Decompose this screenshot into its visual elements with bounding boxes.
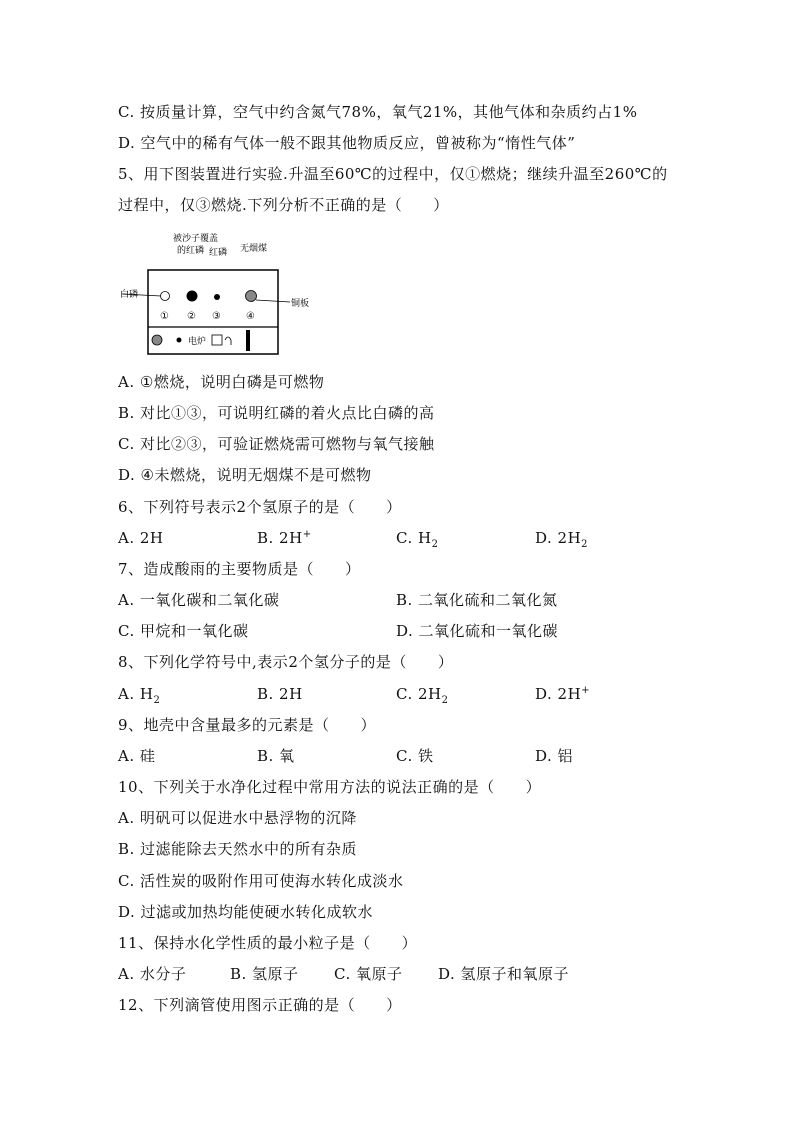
q8-option-b-text: B. 2H <box>257 685 303 703</box>
combustion-apparatus-diagram <box>118 232 318 357</box>
q6-option-b-text: B. 2H <box>257 529 303 547</box>
q6-option-c <box>396 528 438 548</box>
q8-option-c <box>396 684 448 704</box>
q5-option-a: A. ①燃烧，说明白磷是可燃物 <box>118 373 325 391</box>
q6-option-d-sub: 2 <box>581 539 589 550</box>
q11-option-d: D. 氢原子和氧原子 <box>438 965 570 983</box>
q7-option-a: A. 一氧化碳和二氧化碳 <box>118 591 280 609</box>
q4-option-c: C. 按质量计算，空气中约含氮气78%，氧气21%，其他气体和杂质约占1% <box>118 103 638 121</box>
label-covered-line2: 的红磷 <box>177 246 205 256</box>
q8-option-a-sub: 2 <box>153 695 161 706</box>
label-anthracite: 无烟煤 <box>240 244 268 254</box>
q6-option-a-text: A. 2H <box>118 529 164 547</box>
label-white-phosphorus: 白磷 <box>120 290 139 300</box>
q8-option-c-sub: 2 <box>441 695 449 706</box>
q7-stem: 7、造成酸雨的主要物质是（ ） <box>118 560 361 578</box>
q8-option-d-text: D. 2H <box>535 685 582 703</box>
label-red-phosphorus: 红磷 <box>209 248 228 258</box>
q12-stem: 12、下列滴管使用图示正确的是（ ） <box>118 996 402 1014</box>
q4-option-d: D. 空气中的稀有气体一般不跟其他物质反应，曾被称为“惰性气体” <box>118 134 576 152</box>
covered-red-phosphorus <box>187 291 198 302</box>
label-num-1: ① <box>160 311 169 322</box>
q6-option-b <box>257 528 312 548</box>
q5-stem-line2: 过程中，仅③燃烧.下列分析不正确的是（ ） <box>118 196 449 214</box>
q6-option-b-sup: + <box>302 529 312 540</box>
q5-option-c: C. 对比②③，可验证燃烧需可燃物与氧气接触 <box>118 435 435 453</box>
stove-switch <box>212 335 222 345</box>
label-num-2: ② <box>187 311 196 322</box>
q7-option-d: D. 二氧化硫和一氧化碳 <box>396 622 559 640</box>
q5-option-b: B. 对比①③，可说明红磷的着火点比白磷的高 <box>118 404 435 422</box>
q6-option-d <box>535 528 588 548</box>
white-phosphorus <box>161 292 170 301</box>
q6-stem: 6、下列符号表示2个氢原子的是（ ） <box>118 498 402 516</box>
q5-stem-line1: 5、用下图装置进行实验.升温至60℃的过程中，仅①燃烧；继续升温至260℃的 <box>118 165 668 183</box>
q8-option-d-sup: + <box>581 685 591 696</box>
q7-option-c: C. 甲烷和一氧化碳 <box>118 622 249 640</box>
q6-option-c-text: C. H <box>396 529 432 547</box>
q11-stem: 11、保持水化学性质的最小粒子是（ ） <box>118 934 418 952</box>
q9-option-c: C. 铁 <box>396 747 434 765</box>
q8-option-a-text: A. H <box>118 685 154 703</box>
q6-option-a <box>118 528 164 548</box>
q11-option-b: B. 氢原子 <box>230 965 299 983</box>
q10-option-c: C. 活性炭的吸附作用可使海水转化成淡水 <box>118 872 404 890</box>
q10-option-a: A. 明矾可以促进水中悬浮物的沉降 <box>118 809 357 827</box>
label-num-3: ③ <box>212 311 221 322</box>
q10-option-d: D. 过滤或加热均能使硬水转化成软水 <box>118 903 374 921</box>
q8-option-c-text: C. 2H <box>396 685 442 703</box>
q10-option-b: B. 过滤能除去天然水中的所有杂质 <box>118 840 358 858</box>
q8-stem: 8、下列化学符号中,表示2个氢分子的是（ ） <box>118 653 454 671</box>
q9-option-d: D. 铝 <box>535 747 574 765</box>
stove-knob <box>152 335 162 345</box>
q8-option-d <box>535 684 590 704</box>
label-electric-stove: 电炉 <box>188 337 207 347</box>
stove-handle <box>246 330 250 351</box>
stove-indicator <box>177 338 182 343</box>
q10-stem: 10、下列关于水净化过程中常用方法的说法正确的是（ ） <box>118 778 542 796</box>
q11-option-a: A. 水分子 <box>118 965 187 983</box>
label-num-4: ④ <box>246 311 255 322</box>
q5-option-d: D. ④未燃烧，说明无烟煤不是可燃物 <box>118 466 372 484</box>
q7-option-b: B. 二氧化硫和二氧化氮 <box>396 591 558 609</box>
q6-option-c-sub: 2 <box>431 539 439 550</box>
red-phosphorus <box>214 294 220 300</box>
label-copper-plate: 铜板 <box>291 299 310 309</box>
q9-option-a: A. 硅 <box>118 747 156 765</box>
q6-option-d-text: D. 2H <box>535 529 582 547</box>
q11-option-c: C. 氧原子 <box>334 965 403 983</box>
q8-option-a <box>118 684 160 704</box>
q9-option-b: B. 氧 <box>257 747 295 765</box>
anthracite-coal <box>246 291 257 302</box>
q9-stem: 9、地壳中含量最多的元素是（ ） <box>118 716 377 734</box>
q8-option-b <box>257 684 303 704</box>
label-covered-line1: 被沙子覆盖 <box>173 234 219 244</box>
